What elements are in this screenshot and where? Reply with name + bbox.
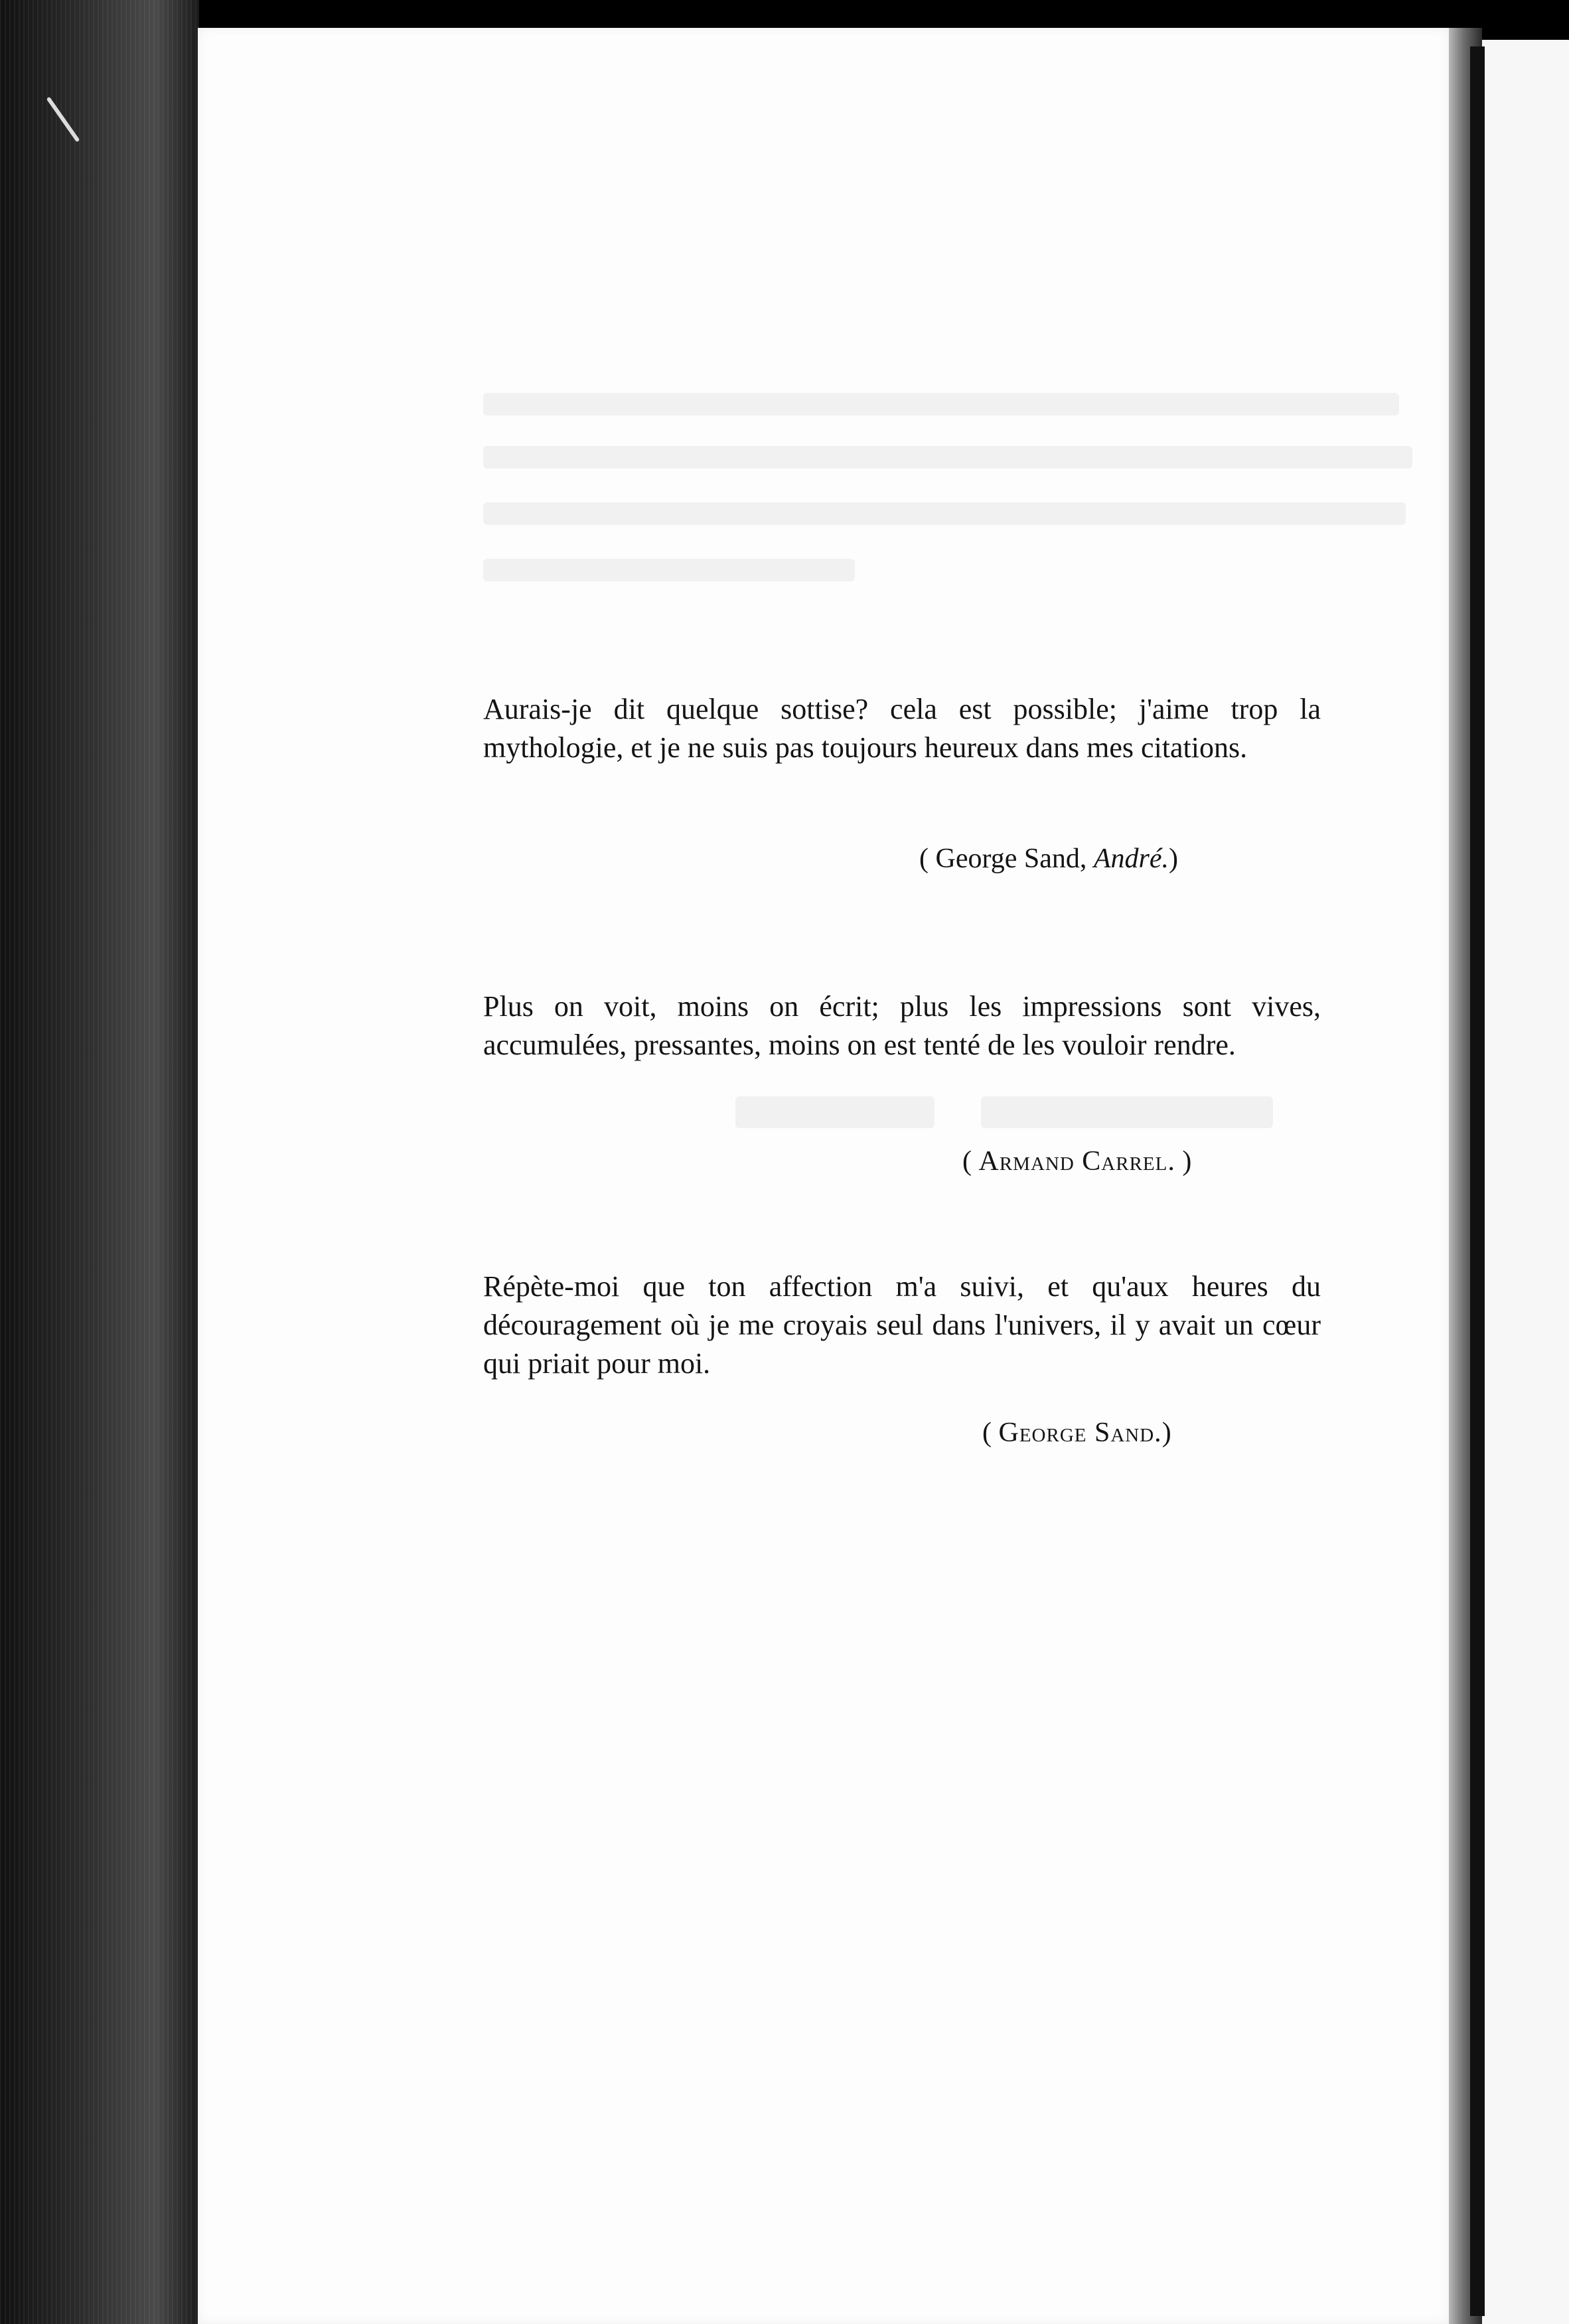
- attribution-work: André.: [1093, 843, 1169, 874]
- epigraph-quote-1: [483, 690, 1321, 767]
- attribution-open: (: [919, 843, 936, 874]
- attribution-author: George Sand.: [998, 1417, 1162, 1448]
- quote-text: Répète-moi que ton affection m'a suivi, et qu'aux heures du découragement où je me croyais seul dans l'univers, il y avait un cœur qui priait pour moi.: [483, 1270, 1321, 1380]
- bleed-through-line: [483, 502, 1406, 525]
- bleed-through-line: [981, 1096, 1273, 1128]
- attribution-open: (: [962, 1146, 979, 1177]
- attribution-open: (: [982, 1417, 999, 1448]
- quote-attribution-3: [982, 1417, 1171, 1449]
- facing-page-shadow: [1470, 46, 1485, 2316]
- facing-page-edge: [1482, 40, 1569, 2324]
- epigraph-quote-2: [483, 987, 1321, 1064]
- quote-attribution-1: [919, 843, 1178, 875]
- quote-text: Aurais-je dit quelque sottise? cela est possible; j'aime trop la mythologie, et je ne suis pas toujours heureux dans mes citations.: [483, 693, 1321, 764]
- quote-attribution-2: [962, 1145, 1191, 1177]
- bleed-through-line: [735, 1096, 934, 1128]
- left-page-margin: [0, 0, 199, 2324]
- quote-text: Plus on voit, moins on écrit; plus les impressions sont vives, accumulées, pressantes, moins on est tenté de les vouloir rendre.: [483, 990, 1321, 1061]
- bleed-through-line: [483, 559, 855, 581]
- attribution-author: Armand Carrel.: [978, 1146, 1175, 1177]
- scan-scratch-mark: [46, 97, 80, 143]
- attribution-close: ): [1175, 1146, 1192, 1177]
- bleed-through-line: [483, 393, 1399, 415]
- attribution-author: George Sand,: [935, 843, 1087, 874]
- attribution-close: ): [1161, 1417, 1171, 1448]
- bleed-through-line: [483, 446, 1412, 469]
- book-page: [198, 28, 1449, 2324]
- attribution-close: ): [1169, 843, 1178, 874]
- epigraph-quote-3: [483, 1268, 1321, 1383]
